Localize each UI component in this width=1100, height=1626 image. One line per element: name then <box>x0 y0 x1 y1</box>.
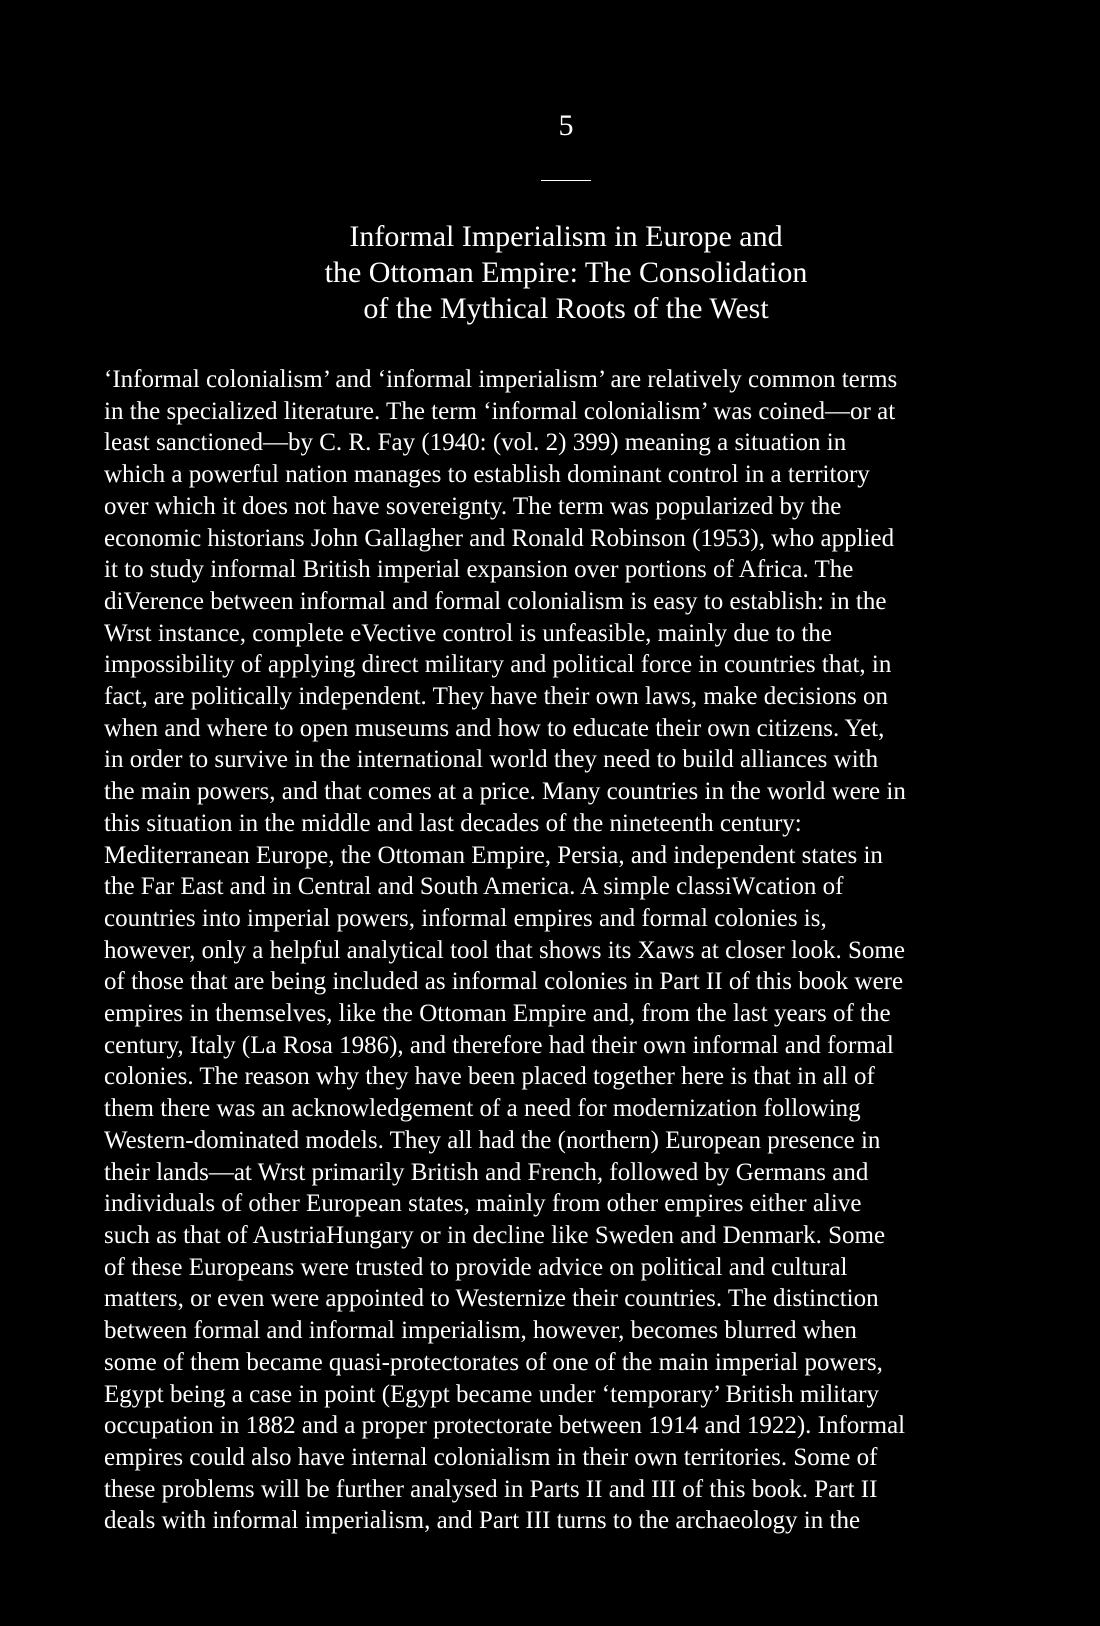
text-line: the Far East and in Central and South America. A simple classiWcation of <box>104 873 844 901</box>
text-line: of these Europeans were trusted to provide advice on political and cultural <box>104 1253 848 1281</box>
text-line: over which it does not have sovereignty. The term was popularized by the <box>104 492 842 520</box>
text-line: some of them became quasi-protectorates of one of the main imperial powers, <box>104 1348 883 1376</box>
chapter-number: 5 <box>558 109 574 142</box>
chapter-divider <box>541 180 591 181</box>
text-line: Wrst instance, complete eVective control is unfeasible, mainly due to the <box>104 619 832 647</box>
text-line: when and where to open museums and how to educate their own citizens. Yet, <box>104 714 885 742</box>
text-line: such as that of AustriaHungary or in decline like Sweden and Denmark. Some <box>104 1221 886 1249</box>
text-line: fact, are politically independent. They have their own laws, make decisions on <box>104 683 889 711</box>
text-line: Egypt being a case in point (Egypt became under ‘temporary’ British military <box>104 1380 879 1408</box>
chapter-title-line: Informal Imperialism in Europe and <box>349 220 783 253</box>
text-line: ‘Informal colonialism’ and ‘informal imperialism’ are relatively common terms <box>104 366 898 393</box>
text-line: empires could also have internal colonialism in their own territories. Some of <box>104 1443 878 1471</box>
chapter-title <box>0 219 1100 327</box>
text-line: in order to survive in the international world they need to build alliances with <box>104 746 879 774</box>
chapter-title-line: of the Mythical Roots of the West <box>363 292 769 325</box>
text-line: deals with informal imperialism, and Part III turns to the archaeology in the <box>104 1507 861 1535</box>
text-line: individuals of other European states, mainly from other empires either alive <box>104 1190 862 1218</box>
text-line: in the specialized literature. The term ‘informal colonialism’ was coined—or at <box>104 397 896 425</box>
text-line: colonies. The reason why they have been placed together here is that in all of <box>104 1063 875 1091</box>
text-line: this situation in the middle and last decades of the nineteenth century: <box>104 809 802 837</box>
text-line: economic historians John Gallagher and Ronald Robinson (1953), who applied <box>104 524 895 552</box>
text-line: countries into imperial powers, informal empires and formal colonies is, <box>104 904 827 932</box>
text-line: Mediterranean Europe, the Ottoman Empire, Persia, and independent states in <box>104 841 883 869</box>
body-paragraph <box>104 364 1044 1537</box>
text-line: these problems will be further analysed in Parts II and III of this book. Part II <box>104 1475 878 1503</box>
text-line: their lands—at Wrst primarily British and French, followed by Germans and <box>104 1158 869 1186</box>
text-line: Western-dominated models. They all had the (northern) European presence in <box>104 1126 881 1154</box>
text-line: it to study informal British imperial expansion over portions of Africa. The <box>104 556 854 584</box>
text-line: however, only a helpful analytical tool that shows its Xaws at closer look. Some <box>104 936 905 964</box>
text-line: between formal and informal imperialism, however, becomes blurred when <box>104 1317 857 1345</box>
text-line: them there was an acknowledgement of a need for modernization following <box>104 1095 861 1123</box>
text-line: which a powerful nation manages to establish dominant control in a territory <box>104 461 870 489</box>
text-line: empires in themselves, like the Ottoman Empire and, from the last years of the <box>104 1000 891 1028</box>
text-line: occupation in 1882 and a proper protectorate between 1914 and 1922). Informal <box>104 1412 906 1440</box>
text-line: century, Italy (La Rosa 1986), and therefore had their own informal and formal <box>104 1031 894 1059</box>
text-line: matters, or even were appointed to Westernize their countries. The distinction <box>104 1285 879 1313</box>
text-line: of those that are being included as informal colonies in Part II of this book were <box>104 968 904 996</box>
text-line: least sanctioned—by C. R. Fay (1940: (vol. 2) 399) meaning a situation in <box>104 429 847 457</box>
text-line: the main powers, and that comes at a price. Many countries in the world were in <box>104 778 906 806</box>
text-line: impossibility of applying direct military and political force in countries that, in <box>104 651 892 679</box>
text-line: diVerence between informal and formal colonialism is easy to establish: in the <box>104 587 887 615</box>
chapter-title-line: the Ottoman Empire: The Consolidation <box>324 256 808 289</box>
